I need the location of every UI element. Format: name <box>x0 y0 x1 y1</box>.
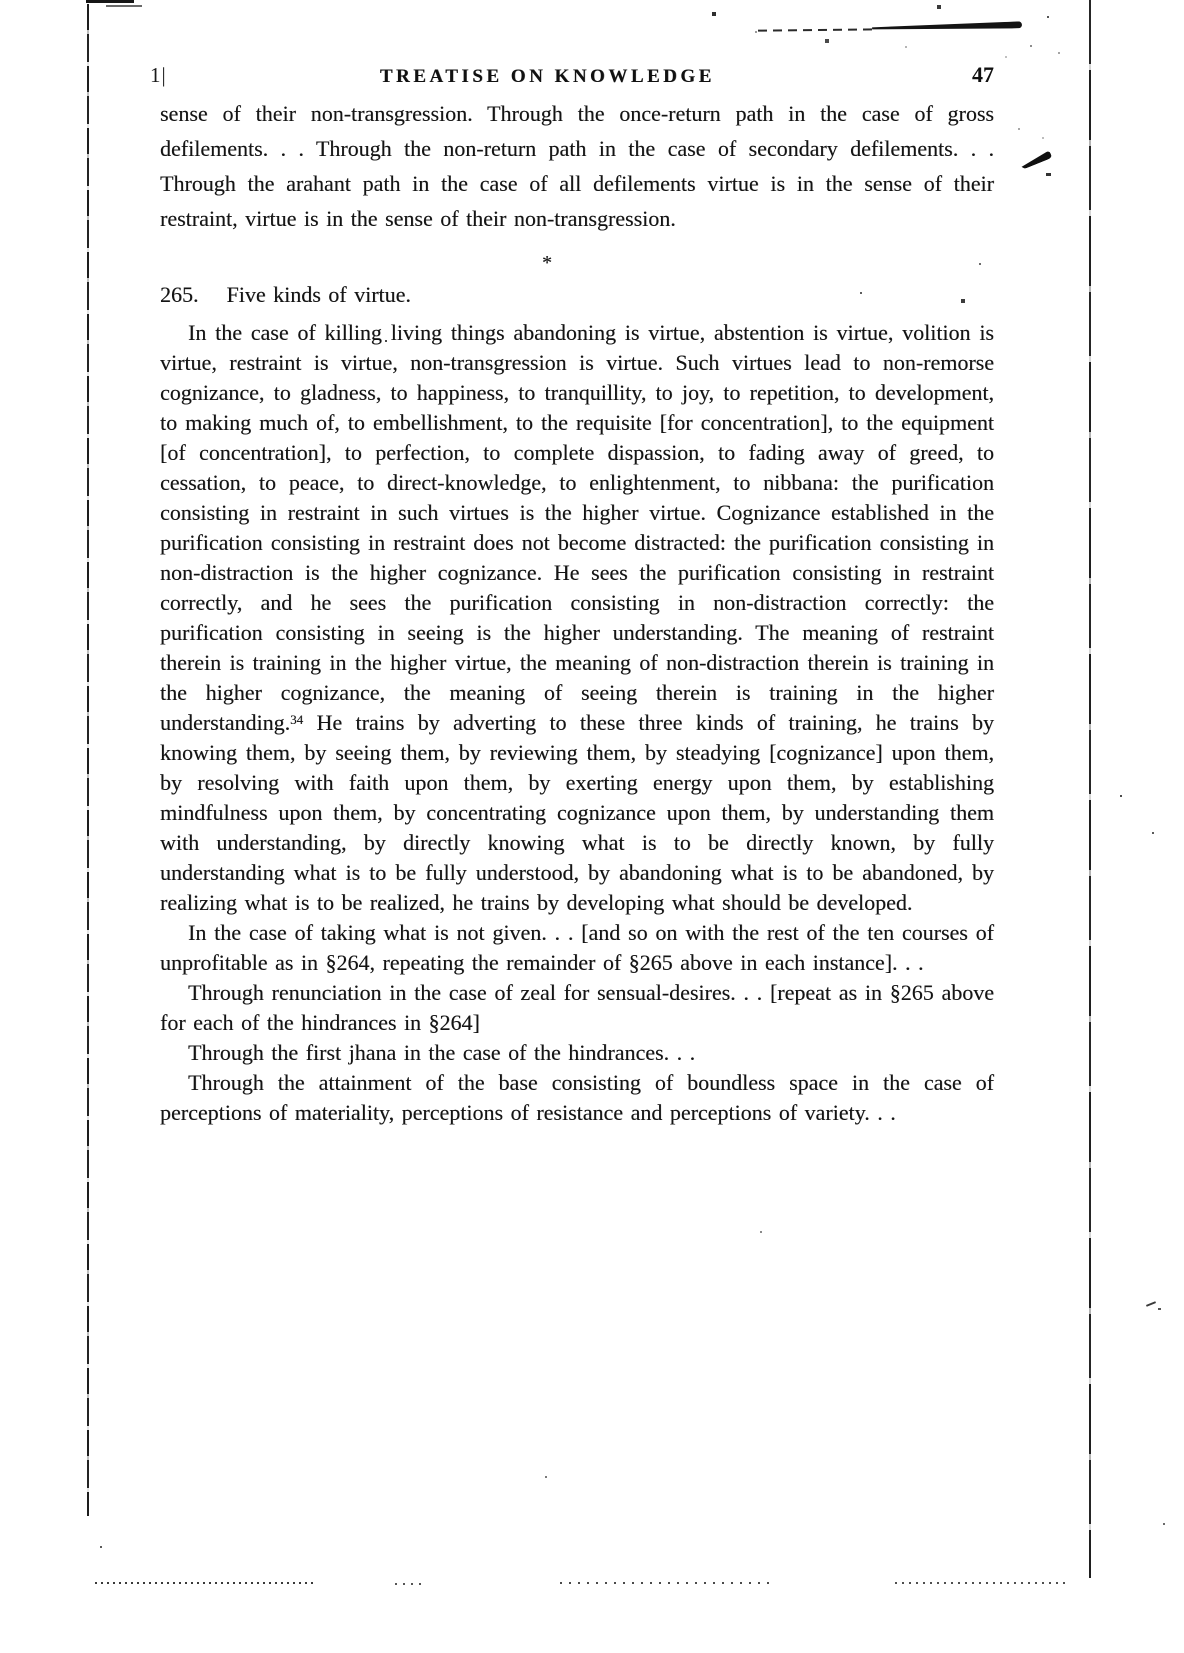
margin-mark-right-dot <box>1158 1308 1161 1310</box>
margin-mark-right <box>1146 1301 1156 1307</box>
scan-bottom-dotted-line-2 <box>395 1583 425 1585</box>
paragraph-continuation: sense of their non-transgression. Through the once-return path in the case of gross defilements. . . Through the non-return path in the case of secondary defilements. . . Through the arahant path in the case of all defilements virtue is in the sense of their restraint, virtue is in the sense of their non-transgression. <box>160 101 994 231</box>
text-block <box>160 96 994 1128</box>
paragraph-jhana: Through the first jhana in the case of the hindrances. . . <box>188 1040 696 1065</box>
paragraph-taking: In the case of taking what is not given. . . [and so on with the rest of the ten courses of unprofitable as in §264, repeating the remainder of §265 above in each instance]. . . <box>160 920 994 975</box>
page-number: 47 <box>971 62 994 87</box>
section-divider-star: * <box>542 252 552 274</box>
scan-bottom-dotted-line-3 <box>560 1582 772 1584</box>
scan-edge-line-right <box>1089 0 1091 1578</box>
scan-corner-mark-top <box>86 0 134 3</box>
section-heading <box>160 280 994 310</box>
section-number: 265. <box>160 282 199 307</box>
page-title: TREATISE ON KNOWLEDGE <box>379 66 715 87</box>
pen-mark <box>1020 150 1053 169</box>
paragraph-main <box>160 318 994 918</box>
scan-bottom-dotted-line-1 <box>95 1582 313 1584</box>
scan-noise-specks <box>0 0 2 2</box>
running-header <box>150 62 994 88</box>
paragraph-main-before-note: In the case of killing living things abandoning is virtue, abstention is virtue, volition is virtue, restraint is virtue, non-transgression is virtue. Such virtues lead to non-remorse cognizance, to gladness, to happiness, to tranquillity, to joy, to repetition, to development, to making much of, to embellishment, to the requisite [for concentration], to the equipment [of concentration], to perfection, to complete dispassion, to fading away of greed, to cessation, to peace, to direct-knowledge, to enlightenment, to nibbana: the purification consisting in restraint in such virtues is the higher virtue. Cognizance established in the purification consisting in restraint does not become distracted: the purification consisting in non-distraction is the higher cognizance. He sees the purification consisting in restraint correctly, and he sees the purification consisting in non-distraction correctly: the purification consisting in seeing is the higher understanding. The meaning of restraint therein is training in the higher virtue, the meaning of non-distraction therein is training in the higher cognizance, the meaning of seeing therein is training in the higher understanding. <box>160 320 994 735</box>
footnote-reference: 34 <box>290 712 304 727</box>
scan-smudge-top-right <box>872 21 1022 31</box>
scan-bottom-dotted-line-4 <box>895 1582 1067 1584</box>
margin-mark-left: 1| <box>150 63 167 87</box>
pen-mark-dot <box>1046 173 1051 176</box>
section-title: Five kinds of virtue. <box>226 282 411 307</box>
paragraph-main-after-note: He trains by adverting to these three kinds of training, he trains by knowing them, by seeing them, by reviewing them, by steadying [cognizance] upon them, by resolving with faith upon them, by exerting energy upon them, by establishing mindfulness upon them, by concentrating cognizance upon them, by understanding them with understanding, by directly knowing what is to be directly known, by fully understanding what is to be fully understood, by abandoning what is to be abandoned, by realizing what is to be realized, he trains by developing what should be developed. <box>160 710 994 915</box>
paragraph-renunciation: Through renunciation in the case of zeal for sensual-desires. . . [repeat as in §265 above for each of the hindrances in §264] <box>160 980 994 1035</box>
scan-corner-mark-echo <box>106 5 142 7</box>
scan-edge-line-left <box>87 4 89 1516</box>
paragraph-boundless-space: Through the attainment of the base consisting of boundless space in the case of perceptions of materiality, perceptions of resistance and perceptions of variety. . . <box>160 1070 994 1125</box>
scan-smudge-lead-top-right <box>758 28 876 31</box>
